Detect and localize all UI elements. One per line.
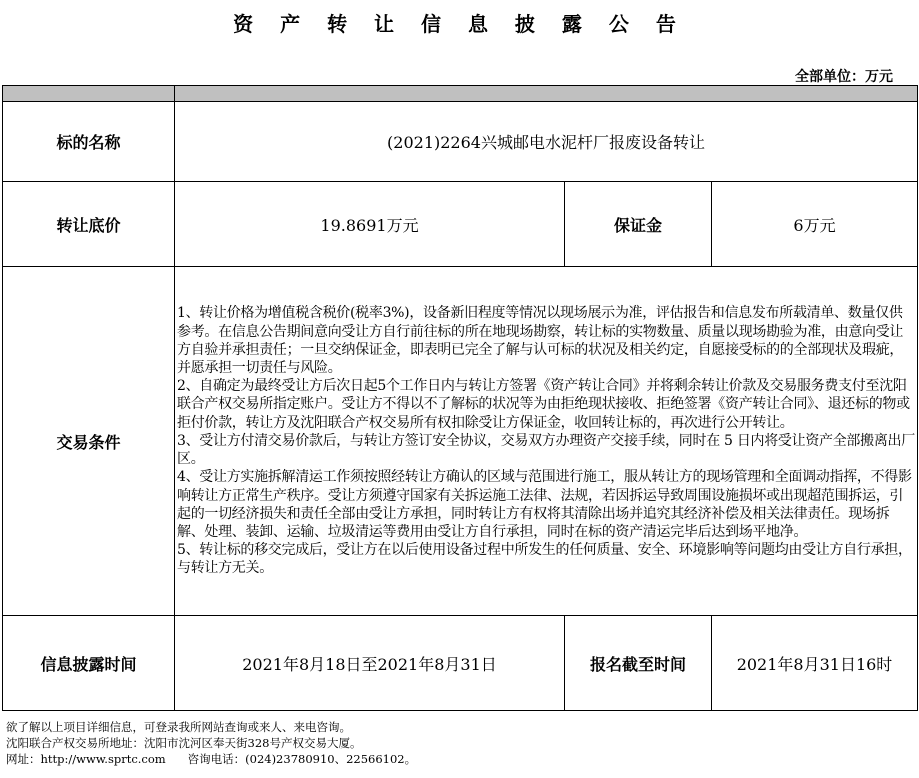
condition-item: 5、转让标的移交完成后，受让方在以后使用设备过程中所发生的任何质量、安全、环境影响等问题均由受让方自行承担，与转让方无关。: [177, 542, 912, 577]
header-cell: [175, 86, 918, 102]
footer-notes: [6, 719, 416, 767]
condition-item: 4、受让方实施拆解清运工作须按照经转让方确认的区域与范围进行施工，服从转让方的现场管理和全面调动指挥，不得影响转让方正常生产秩序。受让方须遵守国家有关拆运施工法律、法规，若因拆运导致周围设施损坏或出现超范围拆运，引起的一切经济损失和责任全部由受让方承担，同时转让方有权将其清除出场并追究其经济补偿及相关法律责任。现场拆解、处理、装卸、运输、垃圾清运等费用由受让方自行承担，同时在标的资产清运完毕后达到场平地净。: [177, 469, 912, 540]
page-title: 资 产 转 让 信 息 披 露 公 告: [233, 12, 686, 36]
name-value: (2021)2264兴城邮电水泥杆厂报废设备转让: [175, 102, 918, 182]
disclosure-value: 2021年8月18日至2021年8月31日: [175, 616, 565, 711]
table-row: [3, 102, 918, 182]
deposit-label: 保证金: [565, 182, 712, 267]
header-cell: [3, 86, 175, 102]
table-header-bar: [3, 86, 918, 102]
disclosure-label: 信息披露时间: [3, 616, 175, 711]
table-row: [3, 616, 918, 711]
condition-item: 1、转让价格为增值税含税价(税率3%)，设备新旧程度等情况以现场展示为准，评估报告和信息发布所载清单、数量仅供参考。在信息公告期间意向受让方自行前往标的所在地现场勘察，转让标的实物数量、质量以现场勘验为准，由意向受让方自验并承担责任；一旦交纳保证金，即表明已完全了解与认可标的状况及相关约定，自愿接受标的的全部现状及瑕疵，并愿承担一切责任与风险。: [177, 305, 904, 377]
table-row: [3, 182, 918, 267]
table-row: [3, 267, 918, 616]
footer-line: 沈阳联合产权交易所地址：沈阳市沈河区奉天街328号产权交易大厦。: [6, 736, 362, 750]
price-label: 转让底价: [3, 182, 175, 267]
unit-note: 全部单位：万元: [795, 69, 893, 85]
price-value: 19.8691万元: [175, 182, 565, 267]
name-label: 标的名称: [3, 102, 175, 182]
footer-line: 网址：http://www.sprtc.com 咨询电话：(024)23780910、22566102。: [6, 752, 417, 766]
deadline-value: 2021年8月31日16时: [712, 616, 918, 711]
footer-line: 欲了解以上项目详细信息，可登录我所网站查询或来人、来电咨询。: [6, 720, 351, 734]
deadline-label: 报名截至时间: [565, 616, 712, 711]
disclosure-table: [2, 85, 918, 711]
conditions-label: 交易条件: [3, 267, 175, 616]
condition-item: 3、受让方付清交易价款后，与转让方签订安全协议，交易双方办理资产交接手续，同时在 5 日内将受让资产全部搬离出厂区。: [177, 432, 915, 468]
condition-item: 2、自确定为最终受让方后次日起5个工作日内与转让方签署《资产转让合同》并将剩余转让价款及交易服务费支付至沈阳联合产权交易所指定账户。受让方不得以不了解标的状况等为由拒绝现状接收、拒绝签署《资产转让合同》、退还标的物或拒付价款，转让方及沈阳联合产权交易所有权扣除受让方保证金，收回转让标的，再次进行公开转让。: [177, 378, 910, 431]
conditions-text: [175, 267, 918, 616]
deposit-value: 6万元: [712, 182, 918, 267]
